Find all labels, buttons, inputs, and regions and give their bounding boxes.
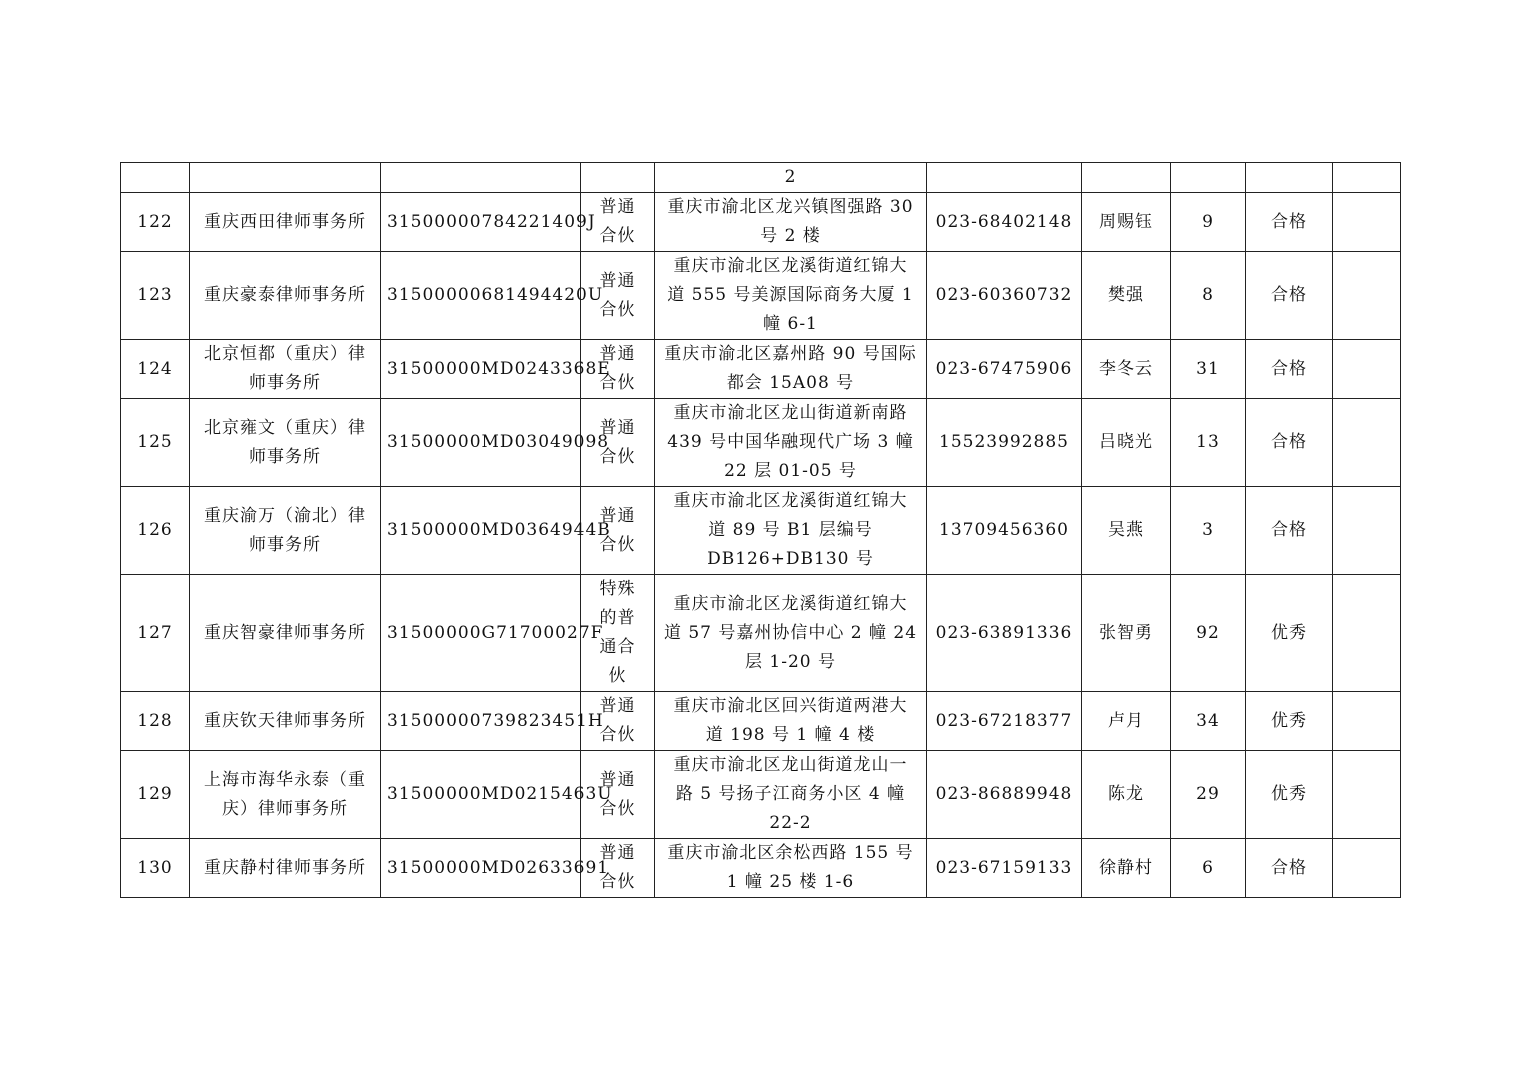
row-number-cell <box>121 399 190 487</box>
row-number: 123 <box>137 285 173 305</box>
table-row <box>121 399 1401 487</box>
phone-number-cell <box>927 163 1082 193</box>
credit-code: 31500000739823451H <box>387 710 604 731</box>
evaluation-result-cell <box>1246 751 1333 839</box>
table-row <box>121 163 1401 193</box>
firm-address: 重庆市渝北区龙山街道龙山一 路 5 号扬子江商务小区 4 幢 22-2 <box>673 755 908 833</box>
lawyer-count: 6 <box>1202 857 1214 878</box>
row-number: 125 <box>137 432 173 452</box>
row-number-cell <box>121 252 190 340</box>
firm-address: 重庆市渝北区龙山街道新南路 439 号中国华融现代广场 3 幢 22 层 01-05 号 <box>667 403 914 481</box>
table-row <box>121 839 1401 898</box>
firm-name-cell <box>190 839 381 898</box>
firm-address-cell <box>655 692 927 751</box>
organization-type: 普通 合伙 <box>599 769 636 819</box>
credit-code: 31500000MD0364944B <box>387 520 611 540</box>
lawyer-count: 34 <box>1196 710 1220 731</box>
organization-type: 普通 合伙 <box>599 696 636 745</box>
credit-code-cell <box>381 193 596 252</box>
firm-name: 重庆智豪律师事务所 <box>204 622 366 643</box>
phone-number-cell <box>927 193 1082 252</box>
remark-cell <box>1333 692 1401 751</box>
firm-name: 重庆西田律师事务所 <box>204 211 366 232</box>
law-firm-table <box>120 162 1401 898</box>
principal-name: 樊强 <box>1108 285 1144 305</box>
principal-name-cell <box>1082 399 1171 487</box>
credit-code-cell <box>381 839 610 898</box>
organization-type: 普通 合伙 <box>599 344 636 393</box>
principal-name-cell <box>1082 575 1171 692</box>
firm-address: 重庆市渝北区龙兴镇图强路 30 号 2 楼 <box>667 197 914 246</box>
principal-name: 吕晓光 <box>1099 432 1153 452</box>
phone-number-cell <box>927 252 1082 340</box>
table-row <box>121 193 1401 252</box>
firm-address-cell <box>655 839 927 898</box>
principal-name: 徐静村 <box>1099 857 1153 878</box>
evaluation-result-cell <box>1246 399 1333 487</box>
firm-name: 上海市海华永泰（重 庆）律师事务所 <box>204 769 366 819</box>
remark-cell <box>1333 399 1401 487</box>
row-number: 129 <box>137 784 173 804</box>
credit-code-cell <box>381 163 581 193</box>
remark-cell <box>1333 575 1401 692</box>
credit-code: 31500000MD02633691 <box>387 857 610 878</box>
phone-number-cell <box>927 340 1082 399</box>
row-number-cell <box>121 751 190 839</box>
firm-address: 重庆市渝北区龙溪街道红锦大 道 57 号嘉州协信中心 2 幢 24 层 1-20 号 <box>663 593 918 672</box>
phone-number-cell <box>927 575 1082 692</box>
firm-address: 重庆市渝北区余松西路 155 号 1 幢 25 楼 1-6 <box>667 843 914 892</box>
organization-type-cell <box>581 163 655 193</box>
table-row <box>121 692 1401 751</box>
row-number-cell <box>121 575 190 692</box>
credit-code: 31500000MD0243368E <box>387 358 611 379</box>
organization-type: 普通 合伙 <box>599 505 636 555</box>
firm-name-cell <box>190 252 381 340</box>
firm-name-cell <box>190 487 381 575</box>
phone-number: 023-67475906 <box>935 358 1073 379</box>
firm-address-cell <box>655 252 927 340</box>
phone-number: 023-68402148 <box>935 211 1073 232</box>
evaluation-result: 合格 <box>1271 432 1307 452</box>
principal-name: 吴燕 <box>1108 520 1144 540</box>
principal-name: 陈龙 <box>1108 784 1144 804</box>
phone-number: 023-67159133 <box>935 857 1073 878</box>
firm-name-cell <box>190 163 381 193</box>
firm-name: 重庆豪泰律师事务所 <box>204 285 366 305</box>
table-body <box>121 163 1401 898</box>
evaluation-result-cell <box>1246 487 1333 575</box>
credit-code-cell <box>381 252 604 340</box>
lawyer-count-cell <box>1171 692 1246 751</box>
evaluation-result: 优秀 <box>1271 622 1307 643</box>
remark-cell <box>1333 839 1401 898</box>
lawyer-count-cell <box>1171 399 1246 487</box>
lawyer-count: 13 <box>1196 432 1220 452</box>
row-number-cell <box>121 487 190 575</box>
row-number: 130 <box>137 857 173 878</box>
row-number: 127 <box>137 622 173 643</box>
remark-cell <box>1333 193 1401 252</box>
principal-name: 周赐钰 <box>1099 211 1153 232</box>
firm-name: 重庆静村律师事务所 <box>204 857 366 878</box>
phone-number: 023-60360732 <box>935 285 1073 305</box>
lawyer-count: 92 <box>1196 622 1220 643</box>
evaluation-result: 优秀 <box>1271 710 1307 731</box>
principal-name-cell <box>1082 252 1171 340</box>
organization-type: 普通 合伙 <box>599 197 636 246</box>
remark-cell <box>1333 487 1401 575</box>
evaluation-result: 优秀 <box>1271 784 1307 804</box>
firm-name-cell <box>190 399 381 487</box>
phone-number: 13709456360 <box>939 520 1069 540</box>
credit-code: 31500000MD0215463U <box>387 784 613 804</box>
table-row <box>121 340 1401 399</box>
phone-number: 15523992885 <box>939 432 1069 452</box>
lawyer-count-cell <box>1171 193 1246 252</box>
firm-address-cell <box>655 399 927 487</box>
row-number: 124 <box>137 358 173 379</box>
evaluation-result-cell <box>1246 692 1333 751</box>
firm-address: 重庆市渝北区回兴街道两港大 道 198 号 1 幢 4 楼 <box>673 696 908 745</box>
firm-address: 2 <box>784 167 797 187</box>
credit-code: 31500000G71700027F <box>387 622 604 643</box>
firm-address: 重庆市渝北区龙溪街道红锦大 道 89 号 B1 层编号 DB126+DB130 号 <box>673 491 908 569</box>
phone-number: 023-63891336 <box>935 622 1073 643</box>
credit-code: 31500000784221409J <box>387 211 596 232</box>
firm-address-cell <box>655 340 927 399</box>
table-row <box>121 575 1401 692</box>
lawyer-count-cell <box>1171 252 1246 340</box>
firm-address-cell <box>655 751 927 839</box>
evaluation-result: 合格 <box>1271 285 1307 305</box>
lawyer-count: 31 <box>1196 358 1220 379</box>
phone-number: 023-67218377 <box>935 710 1073 731</box>
organization-type: 普通 合伙 <box>599 417 636 467</box>
firm-address: 重庆市渝北区龙溪街道红锦大 道 555 号美源国际商务大厦 1 幢 6-1 <box>667 256 914 334</box>
credit-code-cell <box>381 340 611 399</box>
credit-code: 31500000681494420U <box>387 285 604 305</box>
row-number: 122 <box>137 211 173 232</box>
firm-name-cell <box>190 193 381 252</box>
evaluation-result-cell <box>1246 575 1333 692</box>
principal-name-cell <box>1082 193 1171 252</box>
evaluation-result: 合格 <box>1271 358 1307 379</box>
firm-name: 重庆钦天律师事务所 <box>204 710 366 731</box>
firm-address-cell <box>655 575 927 692</box>
firm-name-cell <box>190 575 381 692</box>
evaluation-result-cell <box>1246 252 1333 340</box>
lawyer-count-cell <box>1171 163 1246 193</box>
firm-address: 重庆市渝北区嘉州路 90 号国际 都会 15A08 号 <box>664 344 917 393</box>
organization-type: 普通 合伙 <box>599 843 636 892</box>
lawyer-count-cell <box>1171 340 1246 399</box>
lawyer-count: 9 <box>1202 211 1214 232</box>
lawyer-count: 8 <box>1202 285 1214 305</box>
credit-code-cell <box>381 487 611 575</box>
firm-name: 重庆渝万（渝北）律 师事务所 <box>204 505 366 555</box>
evaluation-result-cell <box>1246 163 1333 193</box>
firm-name: 北京雍文（重庆）律 师事务所 <box>204 417 366 467</box>
phone-number: 023-86889948 <box>935 784 1073 804</box>
row-number-cell <box>121 839 190 898</box>
lawyer-count-cell <box>1171 575 1246 692</box>
principal-name-cell <box>1082 163 1171 193</box>
credit-code: 31500000MD03049098 <box>387 432 610 452</box>
principal-name-cell <box>1082 751 1171 839</box>
phone-number-cell <box>927 692 1082 751</box>
lawyer-count-cell <box>1171 839 1246 898</box>
organization-type: 普通 合伙 <box>599 270 636 320</box>
evaluation-result-cell <box>1246 340 1333 399</box>
firm-address-cell <box>655 193 927 252</box>
firm-name-cell <box>190 692 381 751</box>
row-number: 126 <box>137 520 173 540</box>
firm-address-cell <box>655 163 927 193</box>
row-number-cell <box>121 340 190 399</box>
principal-name-cell <box>1082 340 1171 399</box>
evaluation-result-cell <box>1246 839 1333 898</box>
evaluation-result: 合格 <box>1271 857 1307 878</box>
organization-type: 特殊 的普 通合 伙 <box>599 579 636 686</box>
principal-name-cell <box>1082 487 1171 575</box>
remark-cell <box>1333 340 1401 399</box>
remark-cell <box>1333 751 1401 839</box>
row-number: 128 <box>137 710 173 731</box>
lawyer-count-cell <box>1171 751 1246 839</box>
principal-name: 李冬云 <box>1099 358 1153 379</box>
principal-name: 卢月 <box>1108 710 1144 731</box>
firm-name-cell <box>190 340 381 399</box>
evaluation-result-cell <box>1246 193 1333 252</box>
row-number-cell <box>121 193 190 252</box>
table-row <box>121 252 1401 340</box>
table-row <box>121 487 1401 575</box>
lawyer-count-cell <box>1171 487 1246 575</box>
credit-code-cell <box>381 399 610 487</box>
principal-name: 张智勇 <box>1099 622 1153 643</box>
phone-number-cell <box>927 399 1082 487</box>
lawyer-count: 3 <box>1202 520 1214 540</box>
table-row <box>121 751 1401 839</box>
principal-name-cell <box>1082 839 1171 898</box>
evaluation-result: 合格 <box>1271 520 1307 540</box>
credit-code-cell <box>381 751 613 839</box>
evaluation-result: 合格 <box>1271 211 1307 232</box>
row-number-cell <box>121 163 190 193</box>
credit-code-cell <box>381 692 604 751</box>
remark-cell <box>1333 163 1401 193</box>
lawyer-count: 29 <box>1196 784 1220 804</box>
firm-name-cell <box>190 751 381 839</box>
phone-number-cell <box>927 487 1082 575</box>
row-number-cell <box>121 692 190 751</box>
firm-address-cell <box>655 487 927 575</box>
firm-name: 北京恒都（重庆）律 师事务所 <box>204 344 366 393</box>
principal-name-cell <box>1082 692 1171 751</box>
phone-number-cell <box>927 839 1082 898</box>
phone-number-cell <box>927 751 1082 839</box>
remark-cell <box>1333 252 1401 340</box>
credit-code-cell <box>381 575 604 692</box>
